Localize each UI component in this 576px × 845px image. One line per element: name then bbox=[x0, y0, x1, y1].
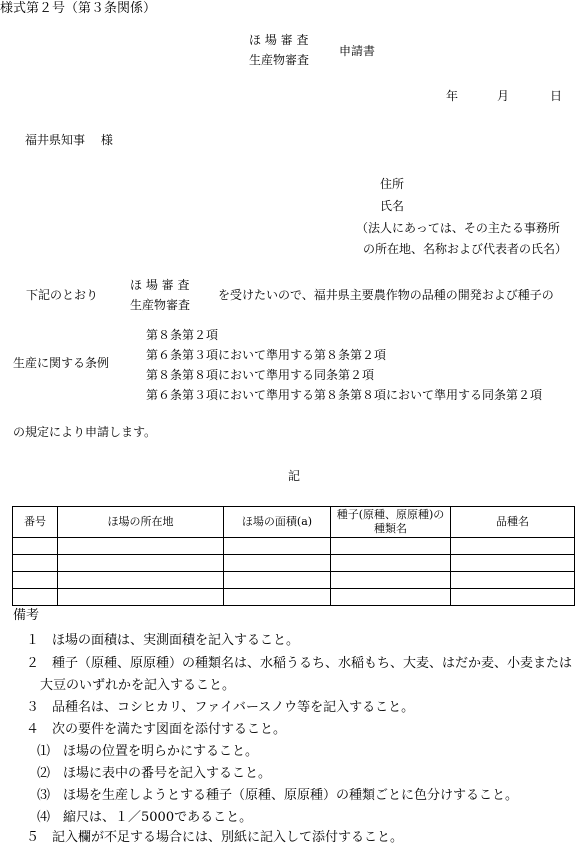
table-cell[interactable] bbox=[58, 555, 224, 572]
note-item: ４ 次の要件を満たす図面を添付すること。 bbox=[26, 722, 287, 737]
table-cell[interactable] bbox=[451, 589, 575, 606]
article-option: 第８条第２項 bbox=[146, 328, 219, 342]
corporate-note-line1: （法人にあっては、その主たる事務所 bbox=[356, 221, 560, 235]
note-item: ５ 記入欄が不足する場合には、別紙に記入して添付すること。 bbox=[26, 830, 404, 845]
addressee: 福井県知事 様 bbox=[25, 133, 113, 147]
table-cell[interactable] bbox=[331, 555, 451, 572]
table-row bbox=[13, 589, 575, 606]
name-label: 氏名 bbox=[380, 199, 405, 213]
seed-type-header-line2: 種類名 bbox=[374, 522, 407, 535]
table-cell[interactable] bbox=[451, 538, 575, 555]
table-cell[interactable] bbox=[224, 572, 331, 589]
date-month: 月 bbox=[497, 89, 510, 103]
table-cell[interactable] bbox=[58, 572, 224, 589]
col-header-area: ほ場の面積(a) bbox=[224, 507, 331, 538]
ki-heading: 記 bbox=[288, 469, 301, 483]
table-cell[interactable] bbox=[58, 589, 224, 606]
note-subitem: ⑷ 縮尺は、１／5000であること。 bbox=[37, 810, 253, 825]
table-row bbox=[13, 555, 575, 572]
date-day: 日 bbox=[550, 89, 563, 103]
table-cell[interactable] bbox=[331, 572, 451, 589]
body-closing: の規定により申請します。 bbox=[13, 425, 157, 439]
seed-type-header-line1: 種子(原種、原原種)の bbox=[336, 508, 445, 522]
date-year: 年 bbox=[446, 89, 459, 103]
note-subitem: ⑴ ほ場の位置を明らかにすること。 bbox=[37, 744, 259, 759]
table-cell[interactable] bbox=[451, 555, 575, 572]
title-option-product-inspection: 生産物審査 bbox=[249, 53, 310, 67]
note-subitem: ⑵ ほ場に表中の番号を記入すること。 bbox=[37, 766, 272, 781]
table-cell[interactable] bbox=[13, 555, 58, 572]
body-option-product-inspection: 生産物審査 bbox=[130, 298, 191, 312]
table-row bbox=[13, 572, 575, 589]
body-option-field-inspection: ほ 場 審 査 bbox=[130, 278, 190, 292]
table-cell[interactable] bbox=[58, 538, 224, 555]
table-cell[interactable] bbox=[451, 572, 575, 589]
table-cell[interactable] bbox=[13, 589, 58, 606]
table-row bbox=[13, 538, 575, 555]
page-title-suffix: 申請書 bbox=[339, 44, 376, 58]
table-cell[interactable] bbox=[331, 538, 451, 555]
notes-heading: 備考 bbox=[13, 608, 40, 623]
note-item-continuation: 大豆のいずれかを記入すること。 bbox=[40, 678, 236, 693]
table-cell[interactable] bbox=[224, 555, 331, 572]
table-cell[interactable] bbox=[224, 538, 331, 555]
col-header-variety: 品種名 bbox=[451, 507, 575, 538]
note-item: ２ 種子（原種、原原種）の種類名は、水稲うるち、水稲もち、大麦、はだか麦、小麦または bbox=[26, 656, 573, 671]
note-item: １ ほ場の面積は、実測面積を記入すること。 bbox=[26, 633, 300, 648]
col-header-location: ほ場の所在地 bbox=[58, 507, 224, 538]
title-option-field-inspection: ほ 場 審 査 bbox=[249, 33, 309, 47]
address-label: 住所 bbox=[380, 177, 405, 191]
table-cell[interactable] bbox=[13, 538, 58, 555]
body-text-ordinance: 生産に関する条例 bbox=[13, 356, 110, 370]
article-option: 第６条第３項において準用する第８条第８項において準用する同条第２項 bbox=[146, 388, 543, 402]
form-label: 様式第２号（第３条関係） bbox=[0, 1, 157, 16]
body-prefix: 下記のとおり bbox=[26, 288, 99, 302]
note-subitem: ⑶ ほ場を生産しようとする種子（原種、原原種）の種類ごとに色分けすること。 bbox=[37, 788, 519, 803]
col-header-number: 番号 bbox=[13, 507, 58, 538]
body-text: を受けたいので、福井県主要農作物の品種の開発および種子の bbox=[218, 288, 554, 302]
table-cell[interactable] bbox=[224, 589, 331, 606]
col-header-seed-type bbox=[331, 507, 451, 538]
article-option: 第６条第３項において準用する第８条第２項 bbox=[146, 348, 387, 362]
table-header-row bbox=[13, 507, 575, 538]
corporate-note-line2: の所在地、名称および代表者の氏名） bbox=[363, 242, 568, 256]
note-item: ３ 品種名は、コシヒカリ、ファイバースノウ等を記入すること。 bbox=[26, 700, 415, 715]
field-table bbox=[12, 506, 575, 606]
article-option: 第８条第８項において準用する同条第２項 bbox=[146, 368, 375, 382]
table-cell[interactable] bbox=[331, 589, 451, 606]
table-cell[interactable] bbox=[13, 572, 58, 589]
